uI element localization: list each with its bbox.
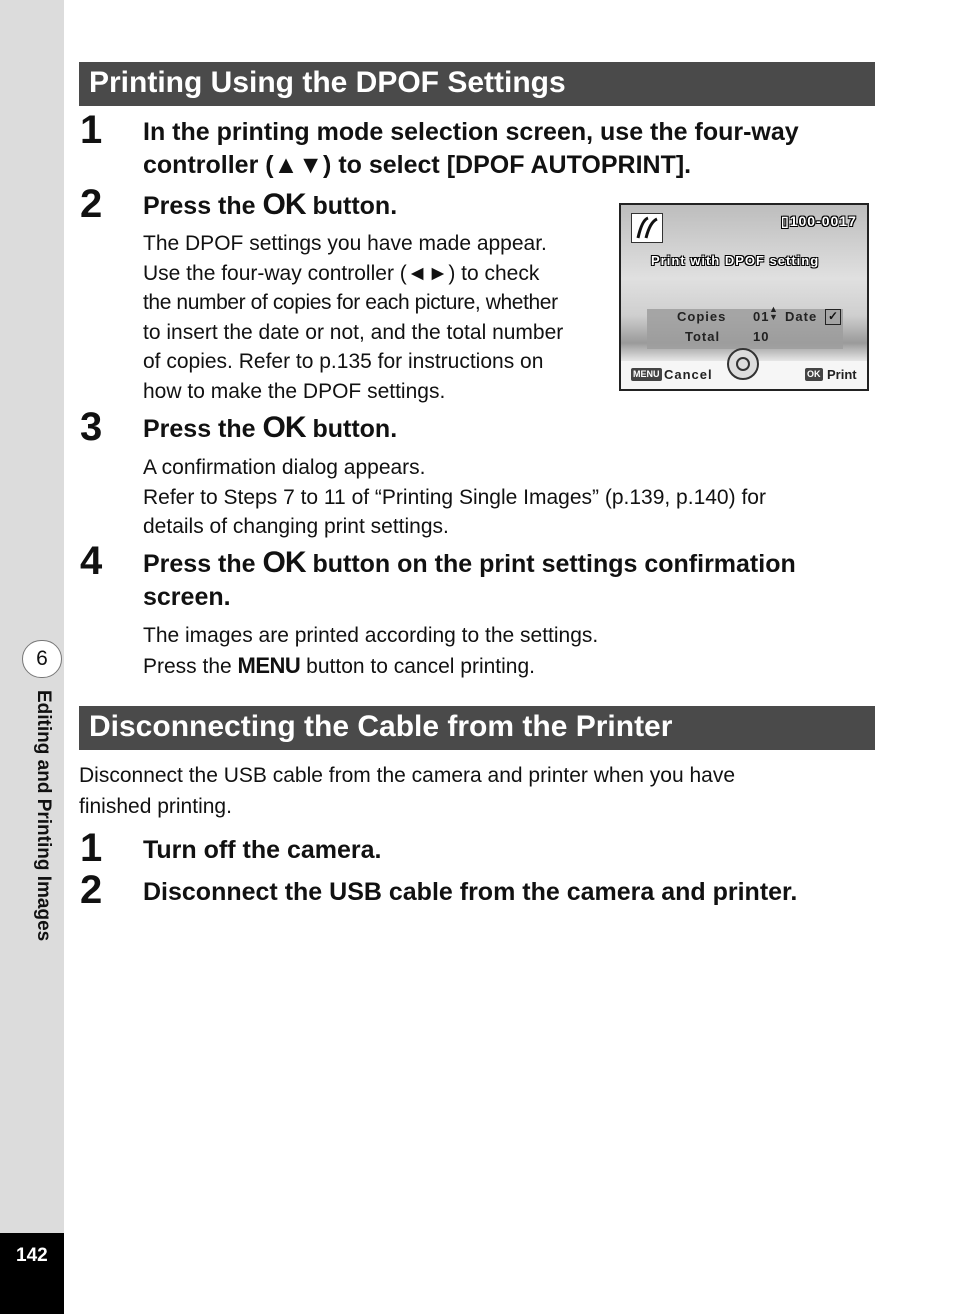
body-line: the number of copies for each picture, whether [143,291,558,314]
body-text: Press the [143,654,238,678]
page-number-box [0,1233,64,1314]
chapter-number: 6 [22,640,62,678]
cancel-label: Cancel [664,367,713,382]
step-heading [143,411,397,446]
menu-button-icon: MENU [633,369,660,379]
body-line: A confirmation dialog appears. [143,456,426,479]
copies-value: 01 [753,309,770,324]
ok-button-glyph: OK [262,411,306,444]
four-way-controller-icon [727,348,759,380]
step-heading [143,546,796,614]
ok-button-glyph: OK [262,188,306,221]
step-heading-line: In the printing mode selection screen, use the four-way [143,118,799,146]
step-heading-line: screen. [143,583,231,611]
section-title-disconnect: Disconnecting the Cable from the Printer [79,706,875,750]
copies-label: Copies [677,309,727,324]
chapter-tab [0,640,24,678]
step-number: 2 [80,868,103,912]
body-line: Refer to Steps 7 to 11 of “Printing Single Images” (p.139, p.140) for [143,485,766,509]
step-heading [143,188,397,223]
step-number: 2 [80,182,103,226]
file-number-text: 100-0017 [789,213,857,229]
body-line: to insert the date or not, and the total number [143,320,564,344]
total-label: Total [685,329,721,344]
up-down-arrows-icon: ▲ ▼ [769,304,779,322]
step-number: 1 [80,108,103,152]
body-line: of copies. Refer to p.135 for instructions on [143,350,544,373]
step-heading-text: button. [305,415,398,443]
file-icon: ▯ [781,213,790,229]
menu-button-glyph: MENU [237,652,301,678]
body-line: details of changing print settings. [143,515,449,538]
step-number: 4 [80,539,103,583]
step-number: 1 [80,826,103,870]
step-heading: Disconnect the USB cable from the camera and printer. [143,878,798,906]
step-number: 3 [80,405,103,449]
file-number [781,213,857,230]
step-heading: Turn off the camera. [143,836,382,864]
step-heading [143,116,799,182]
step-heading-text: Press the [143,192,263,220]
body-line: The DPOF settings you have made appear. [143,232,547,255]
intro-line: finished printing. [79,795,232,818]
body-line: Use the four-way controller (◄►) to check [143,261,540,285]
intro-line: Disconnect the USB cable from the camera and printer when you have [79,764,736,787]
section-intro [79,760,879,822]
total-value: 10 [753,329,770,344]
step-heading-text: button. [305,192,398,220]
step-body [143,229,563,406]
step-body [143,453,766,542]
body-line [143,651,598,682]
ok-button-icon: OK [807,369,821,379]
camera-lcd-screen [619,203,869,391]
screen-title: Print with DPOF setting [651,253,820,268]
print-label: Print [827,367,857,382]
step-body [143,621,598,681]
step-heading-text: button on the print settings confirmation [305,550,796,578]
chapter-label: Editing and Printing Images [33,690,54,942]
body-line: how to make the DPOF settings. [143,379,446,403]
step-heading-line: controller (▲▼) to select [DPOF AUTOPRINT]. [143,151,692,179]
body-text: button to cancel printing. [300,654,535,678]
date-checkbox-icon: ✓ [825,309,841,325]
page-number: 142 [16,1245,48,1266]
date-label: Date [785,309,818,324]
step-heading-text: Press the [143,415,263,443]
step-heading-text: Press the [143,550,263,578]
pictbridge-icon [631,213,663,243]
body-line: The images are printed according to the settings. [143,624,599,647]
ok-button-glyph: OK [262,546,306,579]
section-title-dpof: Printing Using the DPOF Settings [79,62,875,106]
